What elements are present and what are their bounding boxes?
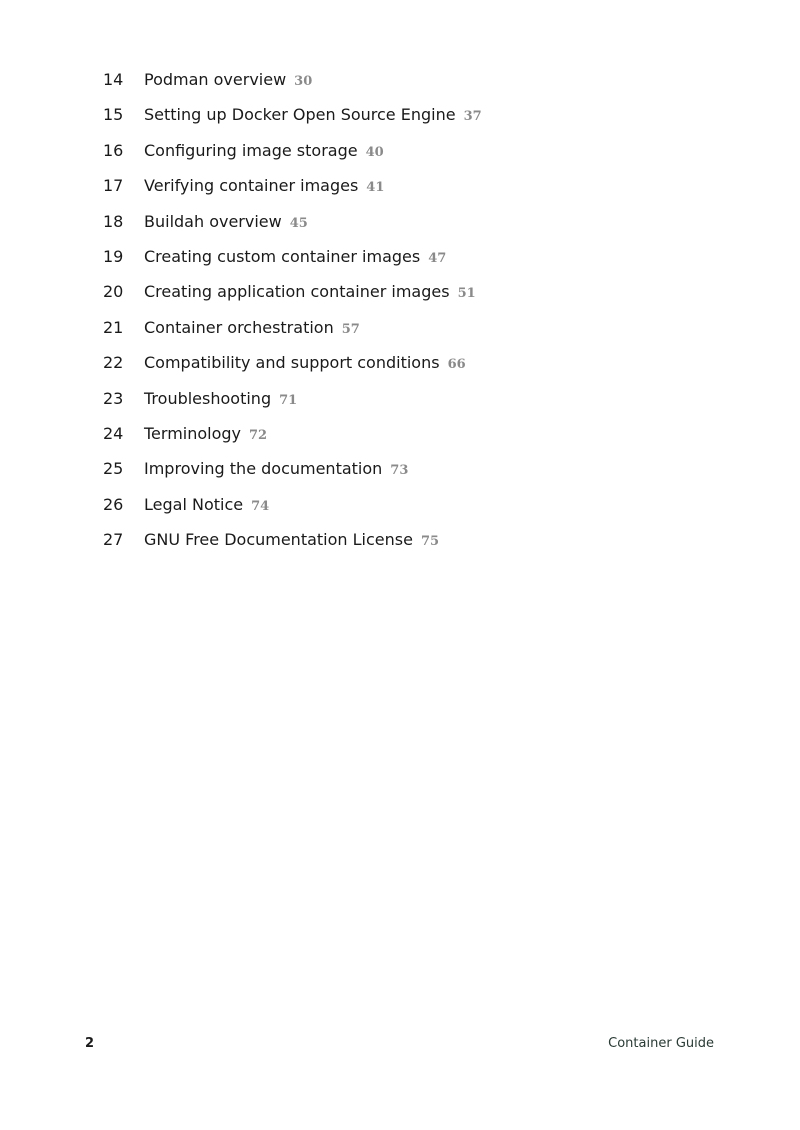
toc-entry[interactable]	[103, 424, 743, 459]
toc-entry[interactable]	[103, 530, 743, 565]
toc-entry-link[interactable]: Improving the documentation	[144, 459, 383, 479]
toc-entry-number: 14	[103, 70, 124, 89]
toc-entry-page: 75	[420, 534, 440, 550]
toc-entry[interactable]	[103, 495, 743, 530]
toc-entry-page: 30	[294, 74, 313, 89]
toc-entry-link[interactable]: GNU Free Documentation License	[144, 530, 413, 550]
toc-entry-page: 74	[251, 498, 270, 514]
toc-entry-page: 37	[463, 109, 482, 125]
toc-entry-number: 25	[103, 459, 124, 479]
toc-entry-link[interactable]: Compatibility and support conditions	[144, 353, 440, 373]
toc-entry[interactable]	[103, 318, 743, 353]
toc-entry-link[interactable]: Podman overview	[144, 70, 287, 89]
toc-entry-number: 22	[103, 353, 124, 373]
toc-entry[interactable]	[103, 247, 743, 282]
toc-entry-link[interactable]: Setting up Docker Open Source Engine	[144, 105, 456, 125]
toc-entry[interactable]	[103, 141, 743, 176]
toc-entry[interactable]	[103, 176, 743, 211]
toc-entry[interactable]	[103, 389, 743, 424]
toc-entry-number: 20	[103, 282, 124, 302]
toc-entry-page: 51	[457, 286, 476, 302]
toc-entry[interactable]	[103, 70, 743, 105]
toc-entry-page: 47	[428, 250, 447, 266]
toc-entry-page: 71	[279, 392, 298, 408]
toc-entry-number: 18	[103, 211, 124, 231]
toc-entry-page: 40	[365, 144, 384, 160]
toc-entry-link[interactable]: Creating custom container images	[144, 246, 421, 266]
toc-entry-number: 17	[103, 176, 124, 196]
toc-entry-number: 19	[103, 246, 124, 266]
toc-entry-page: 66	[447, 357, 466, 373]
table-of-contents	[103, 70, 743, 565]
toc-entry-page: 45	[289, 215, 308, 231]
toc-entry[interactable]	[103, 212, 743, 247]
footer-page-number: 2	[85, 1036, 95, 1051]
toc-entry-link[interactable]: Terminology	[144, 423, 242, 443]
toc-entry-number: 23	[103, 388, 124, 408]
toc-entry-number: 16	[103, 140, 124, 160]
toc-entry-page: 73	[390, 463, 409, 479]
toc-entry-number: 24	[103, 423, 124, 443]
toc-entry[interactable]	[103, 282, 743, 317]
page-footer	[85, 1036, 714, 1051]
toc-entry[interactable]	[103, 353, 743, 388]
toc-entry-link[interactable]: Creating application container images	[144, 282, 450, 302]
toc-entry-link[interactable]: Verifying container images	[144, 176, 359, 196]
toc-entry-page: 41	[366, 180, 385, 196]
toc-entry-number: 27	[103, 530, 124, 550]
toc-entry-number: 26	[103, 494, 124, 514]
toc-entry-link[interactable]: Legal Notice	[144, 494, 244, 514]
toc-entry-number: 15	[103, 105, 124, 125]
toc-entry[interactable]	[103, 459, 743, 494]
toc-entry[interactable]	[103, 105, 743, 140]
toc-entry-link[interactable]: Configuring image storage	[144, 140, 358, 160]
toc-entry-page: 72	[249, 427, 268, 443]
toc-entry-link[interactable]: Container orchestration	[144, 317, 334, 337]
toc-entry-link[interactable]: Buildah overview	[144, 211, 282, 231]
footer-document-title: Container Guide	[608, 1036, 714, 1051]
toc-entry-page: 57	[341, 321, 360, 337]
toc-entry-number: 21	[103, 317, 124, 337]
toc-entry-link[interactable]: Troubleshooting	[144, 388, 272, 408]
